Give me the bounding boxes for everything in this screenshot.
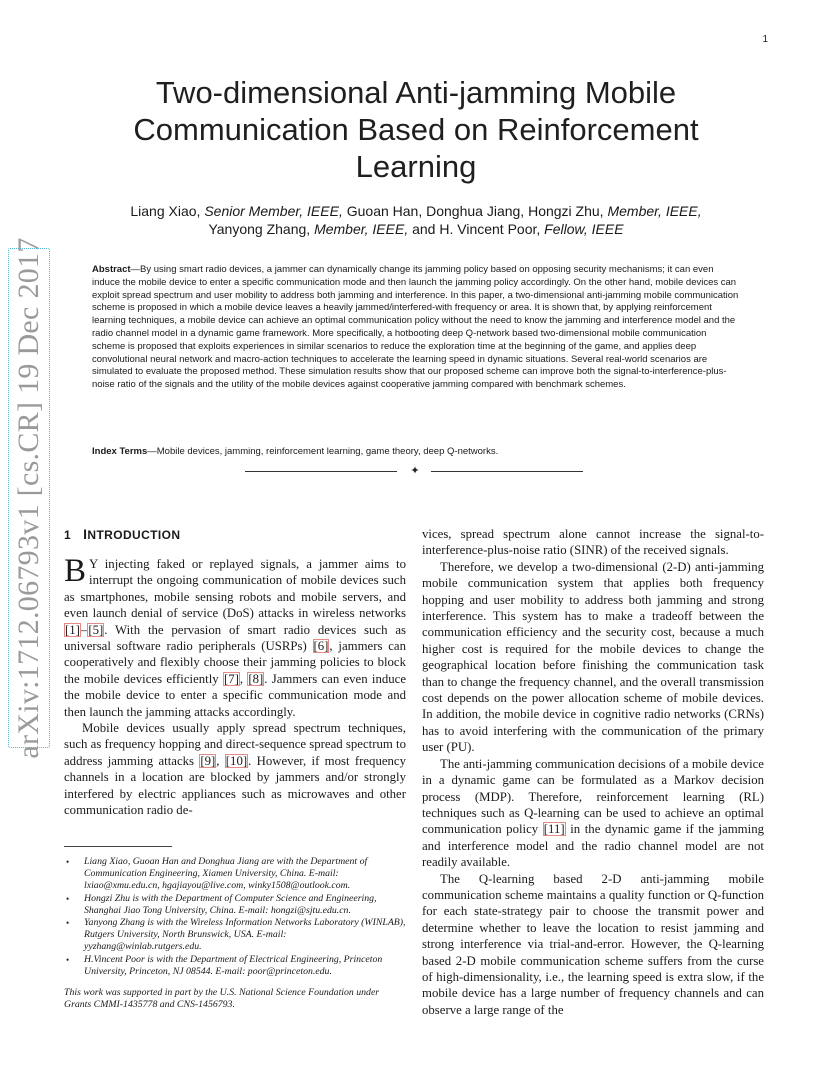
arxiv-identifier: arXiv:1712.06793v1 [cs.CR] 19 Dec 2017: [12, 237, 45, 759]
footnote-text: Yanyong Zhang is with the Wireless Information Networks Laboratory (WINLAB), Rutgers University, North Brunswick, USA. E-mail: yyzhang@winlab.rutgers.edu.: [84, 917, 406, 953]
abstract-label: Abstract: [92, 264, 131, 275]
text-run: ,: [216, 753, 225, 768]
abstract-text: —By using smart radio devices, a jammer can dynamically change its jamming policy based on opposing security mechanisms; it can even induce the mobile device to enter a specific communication mode and then launch the jamming policy accordingly. On the other hand, mobile devices can exploit spread spectrum and user mobility to address both jamming and interference. In this paper, a two-dimensional anti-jamming mobile communication scheme is proposed in which a mobile device leaves a heavily jammed/interfered-with frequency or area. It is shown that, by applying reinforcement learning techniques, a mobile device can achieve an optimal communication policy without the need to know the jamming and interference model and the radio channel model in a dynamic game framework. More specifically, a hotbooting deep Q-network based two-dimensional mobile communication scheme is proposed that exploits experiences in similar scenarios to reduce the exploration time at the beginning of the game, and applies deep convolutional neural network and macro-action techniques to accelerate the learning speed in dynamic situations. Several real-world scenarios are simulated to evaluate the proposed method. These simulation results show that our proposed scheme can improve both the signal-to-interference-plus-noise ratio of the signals and the utility of the mobile devices against cooperative jamming compared with benchmark schemes.: [92, 264, 739, 391]
intro-paragraph-1-body: [64, 553, 406, 719]
right-column: [422, 526, 764, 1018]
citation-link[interactable]: [9]: [200, 753, 216, 768]
citation-link[interactable]: [7]: [223, 671, 239, 686]
footnotes: [64, 856, 406, 1011]
funding-note: This work was supported in part by the U.S. National Science Foundation under Grants CMMI-1435778 and CNS-1456793.: [64, 987, 380, 1011]
index-terms-text: —Mobile devices, jamming, reinforcement learning, game theory, deep Q-networks.: [147, 446, 499, 457]
diamond-icon: ✦: [410, 465, 420, 477]
author-affiliation-title: Fellow, IEEE: [544, 221, 624, 237]
citation-link[interactable]: [8]: [248, 671, 264, 686]
section-number: 1: [64, 528, 72, 542]
text-run: Y injecting faked or replayed signals, a jammer aims to interrupt the ongoing communication of mobile devices such as smartphones, mobile sensing robots and mobile servers, and even launch denial of service (DoS) attacks in wireless networks: [64, 557, 406, 621]
citation-link[interactable]: [11]: [543, 822, 565, 837]
citation-link[interactable]: [6]: [313, 639, 329, 654]
drop-cap: B: [64, 553, 87, 589]
section-title-rest: NTRODUCTION: [87, 528, 181, 542]
text-run: . With the pervasion of smart radio devices such as universal software radio peripherals (USRPs): [64, 622, 406, 654]
footnote-item: [64, 856, 406, 893]
text-run: . However, if most frequency channels in a location are blocked by jammers and/or strongly interfered by electric appliances such as microwaves and other communication radio de-: [64, 753, 406, 818]
arxiv-stamp[interactable]: [8, 237, 50, 759]
intro-paragraph-5: [422, 756, 764, 871]
author-affiliation-title: Member, IEEE,: [607, 203, 702, 219]
left-column: [64, 526, 406, 819]
intro-paragraph-3: [422, 526, 764, 559]
paper-title: Two-dimensional Anti-jamming Mobile Communication Based on Reinforcement Learning: [133, 75, 699, 184]
index-terms-label: Index Terms: [92, 446, 148, 457]
author-names: Guoan Han, Donghua Jiang, Hongzi Zhu,: [342, 203, 608, 219]
bullet-icon: •: [66, 893, 70, 904]
bullet-icon: •: [66, 918, 70, 929]
footnote-text: H.Vincent Poor is with the Department of Electrical Engineering, Princeton University, Princeton, NJ 08544. E-mail: poor@princeton.edu.: [84, 953, 383, 977]
text-run: . Jammers can even induce the mobile device to enter a specific communication mode and then launch the jamming attacks accordingly.: [64, 671, 406, 719]
intro-paragraph-4: [422, 559, 764, 756]
text-run: Mobile devices usually apply spread spectrum techniques, such as frequency hopping and direct-sequence spread spectrum to address jamming attacks: [64, 721, 406, 768]
intro-paragraph-6: [422, 871, 764, 1019]
footnote-item: [64, 893, 406, 917]
author-line-1: [86, 202, 746, 220]
citation-link[interactable]: [5]: [88, 622, 104, 637]
bullet-icon: •: [66, 857, 70, 867]
intro-paragraph-1: [64, 553, 406, 720]
text-run: The anti-jamming communication decisions of a mobile device in a dynamic game can be formulated as a Markov decision process (MDP). Therefore, reinforcement learning (RL) techniques such as Q-learning can be used to achieve an optimal communication policy: [422, 756, 764, 837]
footnote-item: [64, 917, 406, 954]
footnote-rule: [64, 846, 172, 847]
citation-link[interactable]: [1]: [65, 622, 80, 637]
bullet-icon: •: [66, 954, 70, 965]
abstract: [92, 264, 740, 392]
author-line-2: [86, 220, 746, 238]
author-list: [86, 202, 746, 238]
text-run: –: [80, 622, 88, 637]
section-divider-left: [245, 471, 397, 472]
footnote-text: Liang Xiao, Guoan Han and Donghua Jiang are with the Department of Communication Engineering, Xiamen University, China. E-mail: lxiao@xmu.edu.cn, hgajiayou@live.com, winky1508@outlook.com.: [84, 856, 368, 892]
section-heading: [64, 526, 406, 543]
author-names: Liang Xiao,: [130, 203, 205, 219]
text-run: , jammers can cooperatively and flexibly choose their jamming policies to block the mobile devices efficiently: [64, 639, 406, 686]
footnote-item: [64, 954, 406, 978]
index-terms: [92, 446, 740, 459]
text-run: The Q-learning based 2-D anti-jamming mobile communication scheme maintains a quality function or Q-function for each state-strategy pair to choose the transmit power and determine whether to leave the location to resist jamming and strong interference via trial-and-error. However, the Q-learning based 2-D mobile communication scheme suffers from the curse of high-dimensionality, i.e., the learning speed is extra slow, if the mobile device has a large number of frequency channels and can observe a large range of the: [422, 871, 764, 1017]
intro-paragraph-2: [64, 720, 406, 818]
section-divider-right: [431, 471, 583, 472]
footnote-text: Hongzi Zhu is with the Department of Computer Science and Engineering, Shanghai Jiao Tong University, China. E-mail: hongzi@sjtu.edu.cn.: [84, 892, 377, 916]
citation-link[interactable]: [10]: [225, 753, 248, 768]
author-names: Yanyong Zhang,: [208, 221, 315, 237]
text-run: in the dynamic game if the jamming and interference model and the radio channel model are not readily available.: [422, 822, 764, 870]
author-names: and H. Vincent Poor,: [408, 221, 545, 237]
affiliation-list: [64, 856, 406, 978]
author-affiliation-title: Senior Member, IEEE,: [204, 203, 343, 219]
text-run: ,: [239, 671, 248, 686]
section-title-initial: I: [83, 526, 88, 542]
text-run: vices, spread spectrum alone cannot increase the signal-to-interference-plus-noise ratio (SINR) of the received signals.: [422, 527, 764, 558]
page-number: 1: [762, 34, 768, 45]
text-run: Therefore, we develop a two-dimensional (2-D) anti-jamming mobile communication system that applies both frequency hopping and user mobility to address both jamming and strong interference. This system has to make a tradeoff between the communication efficiency and the security cost, because a much higher cost is required for the mobile devices to change the geographical location before finishing the communication task than to change the frequency channel, and the overall transmission cost depends on the power allocation scheme of mobile devices. In addition, the mobile device in cognitive radio networks (CRNs) has to avoid interfering with the communication of the primary user (PU).: [422, 559, 764, 755]
author-affiliation-title: Member, IEEE,: [314, 221, 409, 237]
